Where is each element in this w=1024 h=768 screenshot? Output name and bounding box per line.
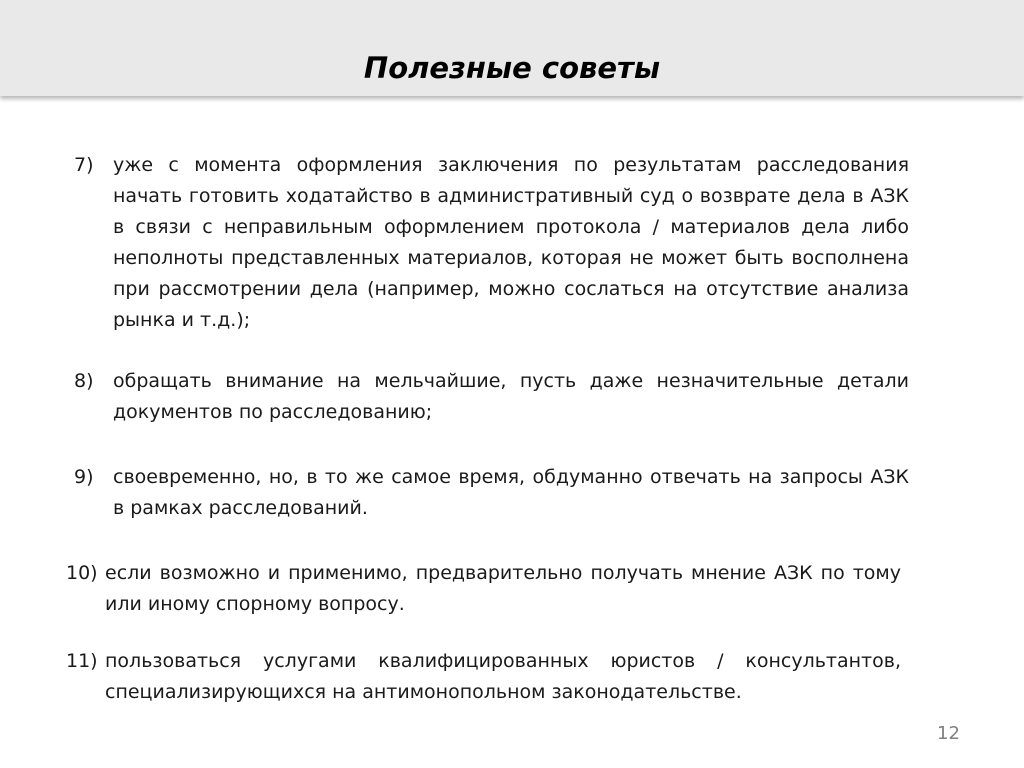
list-item-number: 11) bbox=[66, 650, 98, 672]
list-item-number: 8) bbox=[74, 370, 94, 392]
list-item-text: обращать внимание на мельчайшие, пусть даже незначительные детали документов по расследованию; bbox=[113, 370, 909, 423]
title-bar bbox=[0, 0, 1024, 96]
list-item-number: 10) bbox=[66, 562, 98, 584]
slide-title: Полезные советы bbox=[363, 51, 661, 85]
list-item-text: пользоваться услугами квалифицированных юристов / консультантов, специализирующихся на антимонопольном законодательстве. bbox=[105, 650, 901, 703]
list-item-text: если возможно и применимо, предварительно получать мнение АЗК по тому или иному спорному вопросу. bbox=[105, 562, 901, 615]
page-number: 12 bbox=[937, 723, 960, 744]
list-item-number: 7) bbox=[74, 154, 94, 176]
list-item-number: 9) bbox=[74, 466, 94, 488]
list-item-text: своевременно, но, в то же самое время, обдуманно отвечать на запросы АЗК в рамках расследований. bbox=[113, 466, 909, 519]
list-item-text: уже с момента оформления заключения по результатам расследования начать готовить ходатайство в административный суд о возврате дела в АЗК в связи с неправильным оформлением протокола / материалов дела либо неполноты представленных материалов, которая не может быть восполнена при рассмотрении дела (например, можно сослаться на отсутствие анализа рынка и т.д.); bbox=[113, 154, 909, 331]
